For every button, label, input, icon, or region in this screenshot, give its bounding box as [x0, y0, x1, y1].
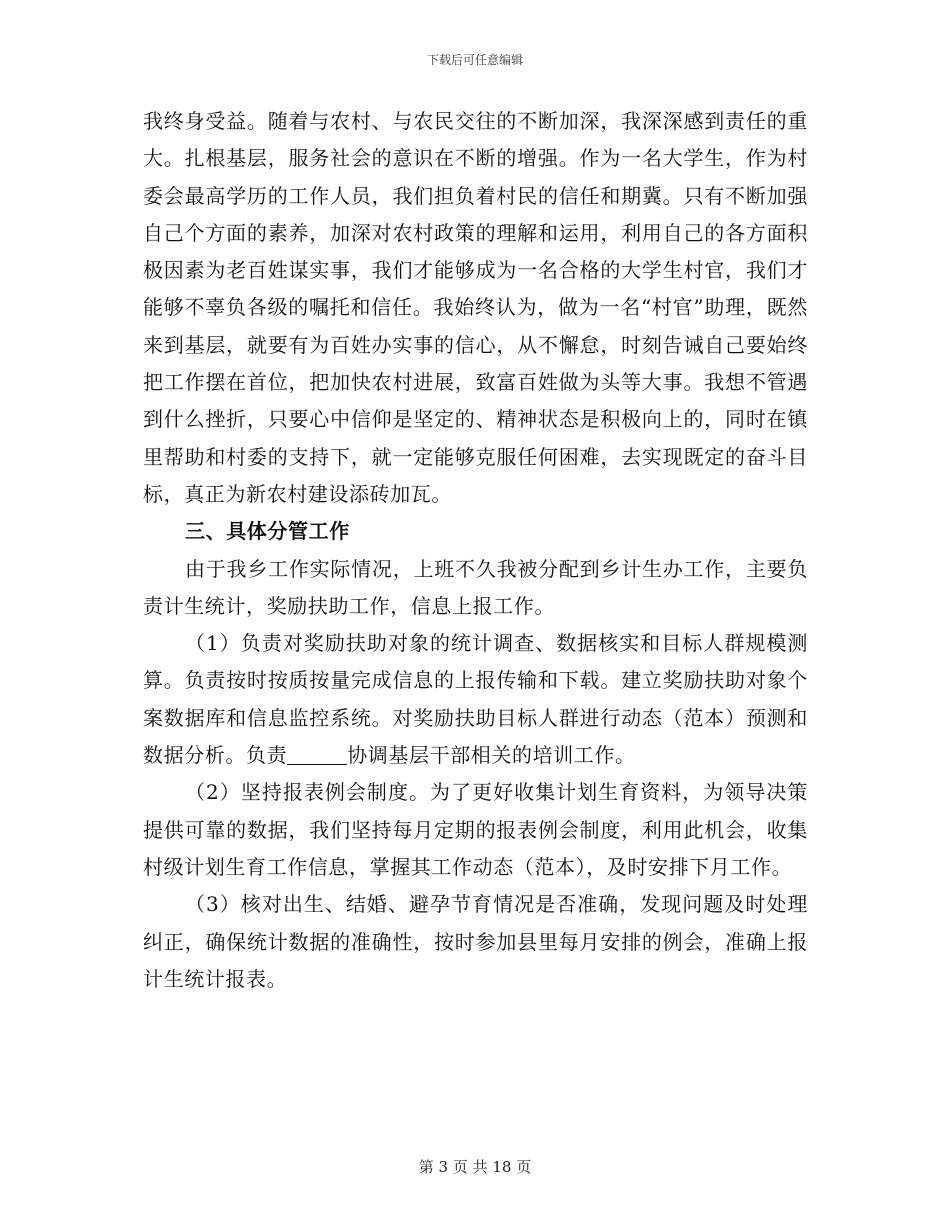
paragraph-item-1-text-b: 协调基层干部相关的培训工作。 — [347, 743, 636, 768]
page-header: 下载后可任意编辑 — [426, 53, 523, 67]
paragraph-item-3: （3）核对出生、结婚、避孕节育情况是否准确，发现问题及时处理纠正，确保统计数据的准确性，按时参加县里每月安排的例会，准确上报计生统计报表。 — [143, 892, 808, 991]
paragraph-work-assignment: 由于我乡工作实际情况，上班不久我被分配到乡计生办工作，主要负责计生统计，奖励扶助工作，信息上报工作。 — [143, 556, 808, 618]
paragraph-item-2: （2）坚持报表例会制度。为了更好收集计划生育资料，为领导决策提供可靠的数据，我们坚持每月定期的报表例会制度，利用此机会，收集村级计划生育工作信息，掌握其工作动态（范本），及时安排下月工作。 — [143, 780, 808, 879]
paragraph-item-1-text-a: （1）负责对奖励扶助对象的统计调查、数据核实和目标人群规模测算。负责按时按质按量完成信息的上报传输和下载。建立奖励扶助对象个案数据库和信息监控系统。对奖励扶助目标人群进行动态（范本）预测和数据分析。负责 — [143, 631, 808, 768]
page-number-footer: 第 3 页 共 18 页 — [418, 1158, 532, 1176]
paragraph-continued-text: 我终身受益。随着与农村、与农民交往的不断加深，我深深感到责任的重大。扎根基层，服务社会的意识在不断的增强。作为一名大学生，作为村委会最高学历的工作人员，我们担负着村民的信任和期冀。只有不断加强自己个方面的素养，加深对农村政策的理解和运用，利用自己的各方面积极因素为老百姓谋实事，我们才能够成为一名合格的大学生村官，我们才能够不辜负各级的嘱托和信任。我始终认为，做为一名“村官”助理，既然来到基层，就要有为百姓办实事的信心，从不懈怠，时刻告诫自己要始终把工作摆在首位，把加快农村进展，致富百姓做为头等大事。我想不管遇到什么挫折，只要心中信仰是坚定的、精神状态是积极向上的，同时在镇里帮助和村委的支持下，就一定能够克服任何困难，去实现既定的奋斗目标，真正为新农村建设添砖加瓦。 — [143, 109, 808, 506]
section-heading: 三、具体分管工作 — [185, 519, 350, 544]
paragraph-item-1 — [143, 625, 808, 774]
blank-fill-line — [287, 742, 347, 765]
document-body — [143, 103, 808, 998]
